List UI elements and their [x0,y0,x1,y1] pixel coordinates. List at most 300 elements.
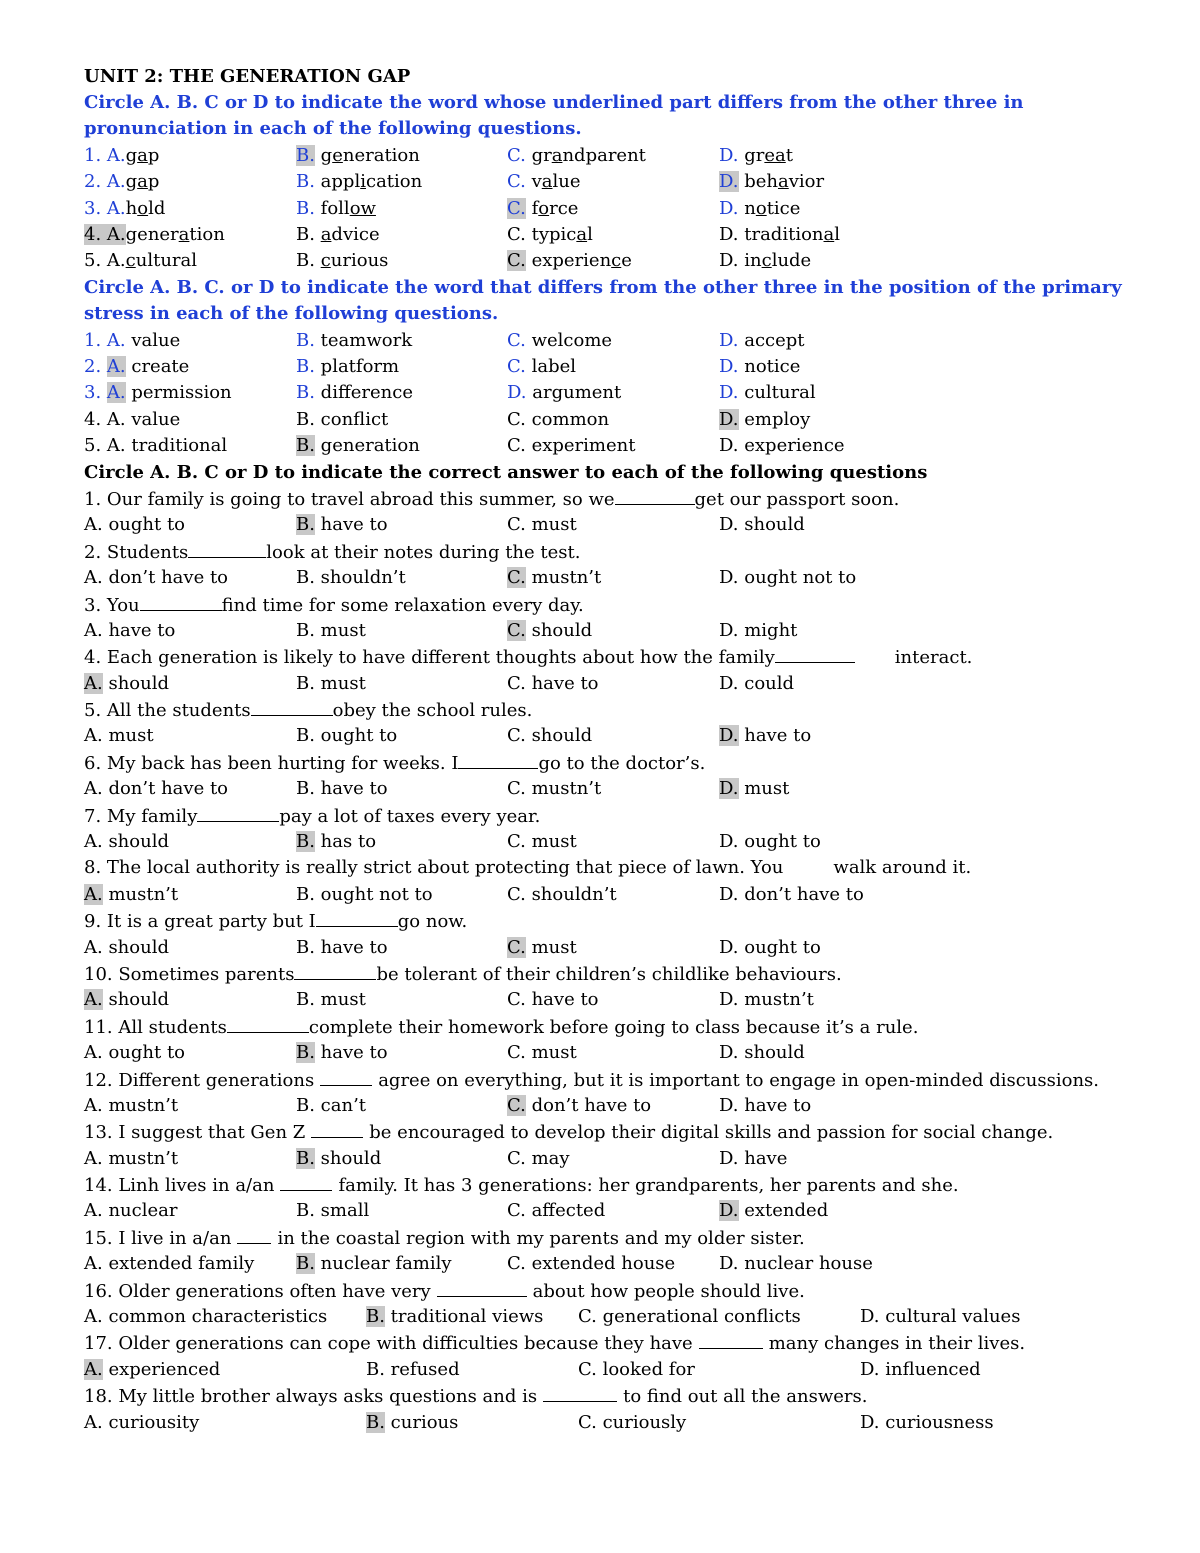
option-text: D. could [719,672,795,694]
option-word: generation [314,435,420,457]
option-text: D. have to [719,1094,812,1116]
word-part: beh [738,171,779,193]
option-word: should [102,989,169,1011]
option-d[interactable] [719,433,845,459]
question-stem [84,1383,1144,1409]
underlined-part: c [611,250,622,272]
option-text: A. nuclear [84,1200,178,1222]
option-c[interactable] [507,882,617,908]
pronunciation-row [84,143,1144,169]
question-stem [84,1172,1144,1198]
option-a[interactable] [84,1304,327,1330]
underlined-part: c [125,250,136,272]
question-text: 9. It is a great party but I [84,911,316,933]
option-text: C. should [507,725,593,747]
option-d[interactable] [719,407,810,433]
option-word: have to [314,514,388,536]
answer-blank [437,1278,527,1297]
option-word: difference [314,382,413,404]
option-text: A. should [84,831,169,853]
answer-options [84,1357,1144,1383]
option-a[interactable] [84,776,228,802]
option-b[interactable] [366,1410,458,1436]
option-b[interactable] [296,169,422,195]
underlined-part: e [332,144,343,166]
option-b[interactable] [296,196,376,222]
option-b[interactable] [296,882,433,908]
option-c[interactable] [507,143,646,169]
word-part: tice [766,197,801,219]
option-text: B. ought not to [296,883,433,905]
option-letter: B. [296,197,315,219]
underlined-part: a [576,223,588,245]
question-stem [84,1330,1144,1356]
stress-instruction-line-1: Circle A. B. C. or D to indicate the word that differs from the other three in the position of the primary [84,276,1122,298]
option-b[interactable] [296,433,420,459]
pronunciation-instruction-line-1: Circle A. B. C or D to indicate the word whose underlined part differs from the other three in [84,92,1024,113]
option-d[interactable] [860,1357,981,1383]
option-text: D. don’t have to [719,883,864,905]
option-c[interactable] [507,723,592,749]
option-c[interactable] [578,1410,686,1436]
option-word: conflict [314,408,389,430]
option-c[interactable] [507,987,599,1013]
option-letter: B. [296,223,315,245]
word-part: n [738,197,756,219]
option-a[interactable] [84,1251,254,1277]
option-d[interactable] [860,1304,1020,1330]
option-b[interactable] [296,512,388,538]
option-c[interactable] [507,328,612,354]
answer-blank [320,1067,372,1086]
option-word: value [125,329,181,351]
question-text: be tolerant of their children’s childlike behaviours. [376,963,842,985]
pronunciation-row [84,169,1144,195]
answer-options [84,1304,1144,1330]
option-c[interactable] [507,1198,605,1224]
option-c[interactable] [507,1093,651,1119]
option-text: C. mustn’t [507,778,602,800]
option-text: C. must [507,1042,577,1064]
option-c[interactable] [507,248,632,274]
option-letter-selected: D. [719,778,739,800]
option-a[interactable] [84,222,225,248]
option-word: create [125,355,190,377]
answer-blank [699,1330,763,1349]
option-word: have to [314,1042,388,1064]
question-text: 7. My family [84,805,198,827]
option-text: C. shouldn’t [507,883,617,905]
option-a[interactable] [84,882,178,908]
option-word: welcome [525,329,613,351]
underlined-part: i [360,171,366,193]
word-part: in [738,250,762,272]
option-c[interactable] [507,1040,577,1066]
question-stem [84,1278,1144,1304]
option-b[interactable] [296,1093,366,1119]
question-stem [84,961,1144,987]
option-b[interactable] [296,565,406,591]
option-text: D. ought to [719,831,821,853]
option-d[interactable] [719,512,805,538]
option-c[interactable] [507,407,609,433]
option-d[interactable] [719,1093,811,1119]
option-text: C. have to [507,989,599,1011]
question-text: 12. Different generations [84,1069,315,1091]
option-letter: C. [507,197,526,219]
question-number: 5. [84,435,107,457]
option-letter: A. [106,329,126,351]
option-word: have to [738,725,812,747]
option-text: D. ought not to [719,567,857,589]
option-letter: D. [719,223,739,245]
option-text: C. have to [507,672,599,694]
answer-blank [615,486,695,505]
option-letter-selected: D. [719,1200,739,1222]
option-letter-selected: C. [507,567,526,589]
question-text: find time for some relaxation every day. [221,594,584,616]
answer-blank [458,750,538,769]
option-a[interactable] [84,987,169,1013]
word-part: e [621,250,632,272]
option-a[interactable] [84,433,227,459]
option-text: D. nuclear house [719,1253,873,1275]
option-letter: A. [106,382,126,404]
option-c[interactable] [507,169,581,195]
option-text: A. extended family [84,1253,255,1275]
option-c[interactable] [507,196,578,222]
option-b[interactable] [296,222,380,248]
question-text: 8. The local authority is really strict about protecting that piece of lawn. You [84,857,784,879]
option-b[interactable] [296,380,413,406]
question-text: interact. [894,647,973,669]
underlined-part: o [538,197,550,219]
option-text: C. generational conflicts [578,1306,801,1328]
question-text: family. It has 3 generations: her grandparents, her parents and she. [338,1175,959,1197]
option-text: D. cultural values [860,1306,1021,1328]
option-c[interactable] [507,1251,675,1277]
stress-row [84,354,1144,380]
option-a[interactable] [84,407,180,433]
question-number: 1. [84,144,107,166]
option-a[interactable] [84,1410,199,1436]
word-part: gr [525,144,552,166]
option-b[interactable] [296,1040,388,1066]
option-d[interactable] [719,354,800,380]
option-d[interactable] [719,169,824,195]
word-part: lude [771,250,812,272]
question-text: about how people should live. [532,1280,805,1302]
option-b[interactable] [296,723,397,749]
option-letter: B. [296,329,315,351]
option-word: curious [384,1411,459,1433]
option-b[interactable] [296,935,388,961]
option-a[interactable] [84,512,185,538]
word-part: tion [189,223,225,245]
underlined-part: ea [764,144,786,166]
option-word: label [525,355,577,377]
stress-questions [84,328,1144,460]
option-a[interactable] [84,671,169,697]
option-b[interactable] [296,671,366,697]
option-a[interactable] [84,380,232,406]
question-text: go now. [397,911,468,933]
option-d[interactable] [719,829,821,855]
question-text: complete their homework before going to class because it’s a rule. [308,1016,919,1038]
answer-blank [543,1383,617,1402]
question-stem [84,908,1144,934]
option-text: A. don’t have to [84,778,229,800]
stress-row [84,380,1144,406]
question-stem [84,592,1144,618]
option-word: platform [314,355,400,377]
option-letter-selected: A. [84,672,103,694]
word-part: ndparent [562,144,646,166]
option-letter: B. [296,171,315,193]
option-b[interactable] [296,354,399,380]
answer-options [84,565,1144,591]
option-text: D. curiousness [860,1411,994,1433]
option-c[interactable] [578,1357,695,1383]
option-d[interactable] [719,987,814,1013]
option-c[interactable] [507,380,621,406]
option-d[interactable] [719,882,864,908]
option-text: C. must [507,514,577,536]
option-a[interactable] [84,565,228,591]
option-d[interactable] [719,565,856,591]
option-c[interactable] [507,433,635,459]
option-word: experiment [525,435,636,457]
answer-options [84,935,1144,961]
option-b[interactable] [296,248,388,274]
option-letter-selected: B. [366,1411,385,1433]
underlined-part: a [823,223,835,245]
option-letter: D. [719,382,739,404]
option-letter-selected: D. [719,725,739,747]
option-c[interactable] [507,776,601,802]
option-letter: B. [296,408,315,430]
option-letter: D. [719,435,739,457]
option-b[interactable] [366,1357,460,1383]
option-text: A. must [84,725,154,747]
option-a[interactable] [84,196,165,222]
option-letter: C. [507,435,526,457]
option-c[interactable] [507,935,577,961]
option-letter: C. [507,329,526,351]
option-text: B. shouldn’t [296,567,406,589]
answer-options [84,829,1144,855]
option-d[interactable] [719,618,797,644]
answer-blank [237,1225,271,1244]
option-d[interactable] [719,935,821,961]
option-letter-selected: C. [507,619,526,641]
option-d[interactable] [719,196,800,222]
question-text: be encouraged to develop their digital skills and passion for social change. [369,1122,1054,1144]
word-part: l [834,223,841,245]
option-b[interactable] [296,328,412,354]
word-part: tradition [738,223,824,245]
option-letter: A. [106,197,126,219]
option-c[interactable] [507,671,599,697]
option-letter-selected: C. [507,936,526,958]
option-d[interactable] [719,1198,828,1224]
option-word: common [525,408,610,430]
option-d[interactable] [860,1410,994,1436]
option-d[interactable] [719,671,794,697]
option-b[interactable] [296,1251,452,1277]
question-number: 2. [84,355,107,377]
option-b[interactable] [296,829,376,855]
option-letter: D. [719,408,739,430]
option-a[interactable] [84,328,180,354]
option-a[interactable] [84,169,159,195]
option-d[interactable] [719,1251,873,1277]
option-d[interactable] [719,380,816,406]
word-part: f [525,197,539,219]
option-b[interactable] [296,1198,369,1224]
question-text: in the coastal region with my parents and my older sister. [277,1227,805,1249]
option-letter: A. [106,171,126,193]
option-b[interactable] [296,618,366,644]
answer-options [84,512,1144,538]
option-b[interactable] [296,776,388,802]
word-part: l [587,223,593,245]
question-text: many changes in their lives. [768,1333,1026,1355]
question-stem [84,1067,1144,1093]
option-letter: D. [507,382,527,404]
option-letter: C. [507,250,526,272]
question-text: 18. My little brother always asks questions and is [84,1386,538,1408]
answer-blank [783,855,833,873]
option-c[interactable] [578,1304,801,1330]
option-a[interactable] [84,618,175,644]
option-word: mustn’t [102,883,179,905]
option-b[interactable] [296,1146,381,1172]
option-text: D. mustn’t [719,989,814,1011]
option-d[interactable] [719,143,793,169]
underlined-part: a [137,144,148,166]
option-word: nuclear family [314,1253,452,1275]
question-text: 10. Sometimes parents [84,963,295,985]
option-c[interactable] [507,565,601,591]
question-text: get our passport soon. [694,488,900,510]
option-word: mustn’t [525,567,602,589]
pronunciation-instruction-line-2: pronunciation in each of the following questions. [84,118,582,140]
question-text: 13. I suggest that Gen Z [84,1122,306,1144]
option-letter-selected: C. [507,1094,526,1116]
option-text: B. must [296,619,366,641]
option-word: don’t have to [525,1094,652,1116]
option-a[interactable] [84,935,169,961]
option-d[interactable] [719,723,811,749]
option-c[interactable] [507,1146,570,1172]
question-number: 5. [84,250,107,272]
option-text: B. must [296,989,366,1011]
question-stem [84,644,1144,670]
stress-row [84,407,1144,433]
word-part: ld [148,197,166,219]
option-a[interactable] [84,829,169,855]
option-a[interactable] [84,723,154,749]
option-word: value [125,408,181,430]
question-text: 2. Students [84,541,189,563]
option-letter-selected: A. [84,1358,103,1380]
answer-options [84,1198,1144,1224]
option-d[interactable] [719,328,805,354]
option-text: A. curiousity [84,1411,200,1433]
option-c[interactable] [507,222,593,248]
option-word: notice [738,355,801,377]
option-a[interactable] [84,1357,220,1383]
option-letter: A. [106,435,126,457]
word-part: vior [788,171,825,193]
option-d[interactable] [719,248,811,274]
underlined-part: a [137,171,148,193]
option-a[interactable] [84,354,189,380]
option-c[interactable] [507,512,577,538]
option-word: must [738,778,790,800]
option-letter: C. [507,355,526,377]
option-b[interactable] [366,1304,543,1330]
option-text: C. curiously [578,1411,687,1433]
option-text: B. ought to [296,725,398,747]
option-a[interactable] [84,1146,178,1172]
answer-options [84,1410,1144,1436]
option-text: A. mustn’t [84,1094,179,1116]
option-letter-selected: B. [296,1042,315,1064]
question-text: 4. Each generation is likely to have different thoughts about how the family [84,647,775,669]
option-a[interactable] [84,1040,185,1066]
option-b[interactable] [296,143,420,169]
option-c[interactable] [507,354,576,380]
option-d[interactable] [719,776,789,802]
pronunciation-row [84,196,1144,222]
option-a[interactable] [84,248,197,274]
option-letter-selected: A. [84,883,103,905]
question-stem [84,750,1144,776]
word-part: appl [314,171,361,193]
answer-options [84,882,1144,908]
option-text: D. should [719,1042,805,1064]
option-a[interactable] [84,1093,178,1119]
option-b[interactable] [296,407,388,433]
word-part: neration [342,144,420,166]
option-text: A. have to [84,619,176,641]
question-text: pay a lot of taxes every year. [279,805,541,827]
question-text: 16. Older generations often have very [84,1280,431,1302]
option-d[interactable] [719,1040,805,1066]
option-c[interactable] [507,618,592,644]
option-d[interactable] [719,222,840,248]
option-c[interactable] [507,829,577,855]
option-text: A. ought to [84,1042,186,1064]
option-letter-selected: B. [296,831,315,853]
question-stem [84,486,1144,512]
option-a[interactable] [84,143,159,169]
option-text: C. may [507,1147,570,1169]
underlined-part: o [137,197,149,219]
underlined-part: a [320,223,332,245]
answer-options [84,618,1144,644]
question-text: 6. My back has been hurting for weeks. I [84,752,459,774]
option-letter: B. [296,355,315,377]
option-b[interactable] [296,987,366,1013]
word-part: h [125,197,138,219]
option-a[interactable] [84,1198,177,1224]
option-d[interactable] [719,1146,787,1172]
question-text: 15. I live in a/an [84,1227,232,1249]
question-stem [84,539,1144,565]
